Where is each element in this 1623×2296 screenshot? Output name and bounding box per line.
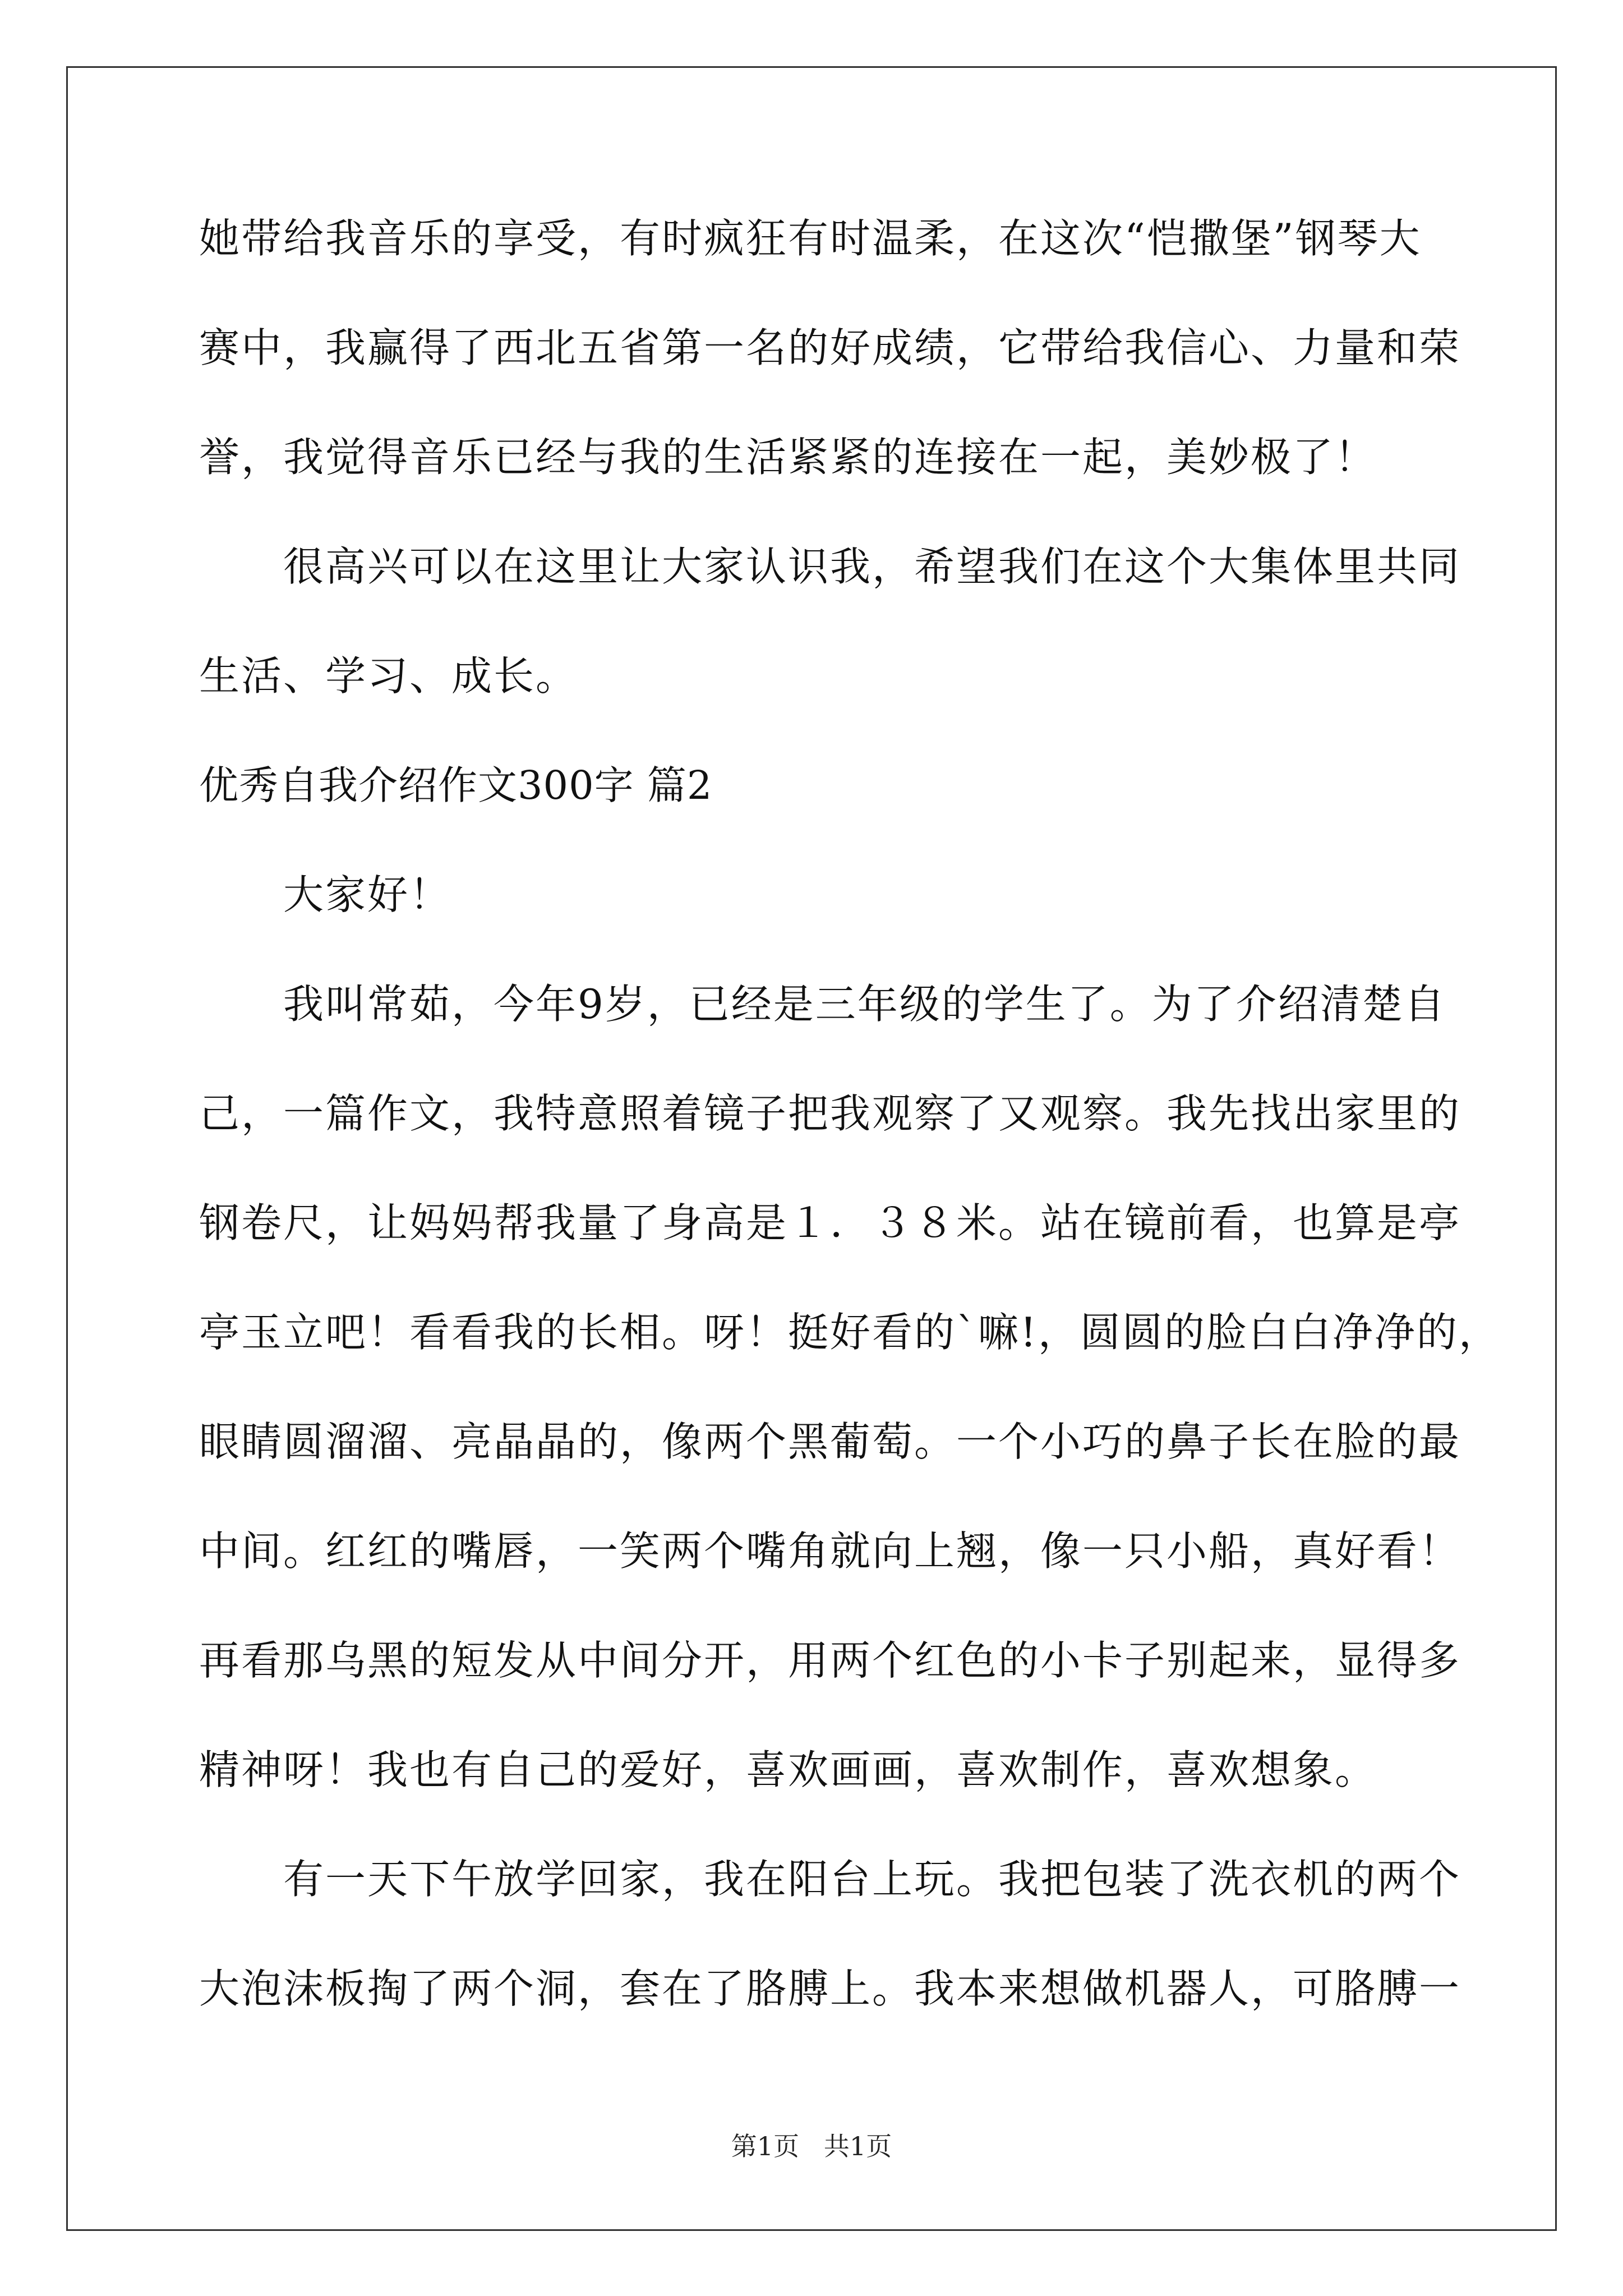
text-line: 亭玉立吧！看看我的长相。呀！挺好看的`嘛!，圆圆的脸白白净净的，: [199, 1309, 1501, 1356]
text-line: 钢卷尺，让妈妈帮我量了身高是１．３８米。站在镜前看，也算是亭: [199, 1199, 1461, 1246]
text-line: 大泡沫板掏了两个洞，套在了胳膊上。我本来想做机器人，可胳膊一: [199, 1965, 1461, 2012]
paragraph-start-line: 很高兴可以在这里让大家认识我，希望我们在这个大集体里共同: [283, 543, 1461, 590]
greeting-line: 大家好！: [283, 871, 452, 918]
paragraph-start-line: 我叫常茹，今年9岁，已经是三年级的学生了。为了介绍清楚自: [283, 981, 1446, 1028]
page-number-footer: 第1页 共1页: [731, 2131, 892, 2161]
paragraph-start-line: 有一天下午放学回家，我在阳台上玩。我把包装了洗衣机的两个: [283, 1856, 1461, 1903]
text-line: 中间。红红的嘴唇，一笑两个嘴角就向上翘，像一只小船，真好看！: [199, 1527, 1461, 1575]
section-heading: 优秀自我介绍作文300字 篇2: [199, 762, 713, 808]
text-line: 己，一篇作文，我特意照着镜子把我观察了又观察。我先找出家里的: [199, 1090, 1461, 1137]
text-line: 再看那乌黑的短发从中间分开，用两个红色的小卡子别起来，显得多: [199, 1637, 1461, 1684]
text-line: 誉，我觉得音乐已经与我的生活紧紧的连接在一起，美妙极了！: [199, 434, 1377, 481]
text-line: 眼睛圆溜溜、亮晶晶的，像两个黑葡萄。一个小巧的鼻子长在脸的最: [199, 1418, 1461, 1465]
text-line: 她带给我音乐的享受，有时疯狂有时温柔，在这次“恺撒堡”钢琴大: [199, 215, 1422, 262]
text-line: 生活、学习、成长。: [199, 652, 578, 700]
text-line: 精神呀！我也有自己的爱好，喜欢画画，喜欢制作，喜欢想象。: [199, 1746, 1377, 1793]
text-line: 赛中，我赢得了西北五省第一名的好成绩，它带给我信心、力量和荣: [199, 324, 1461, 371]
